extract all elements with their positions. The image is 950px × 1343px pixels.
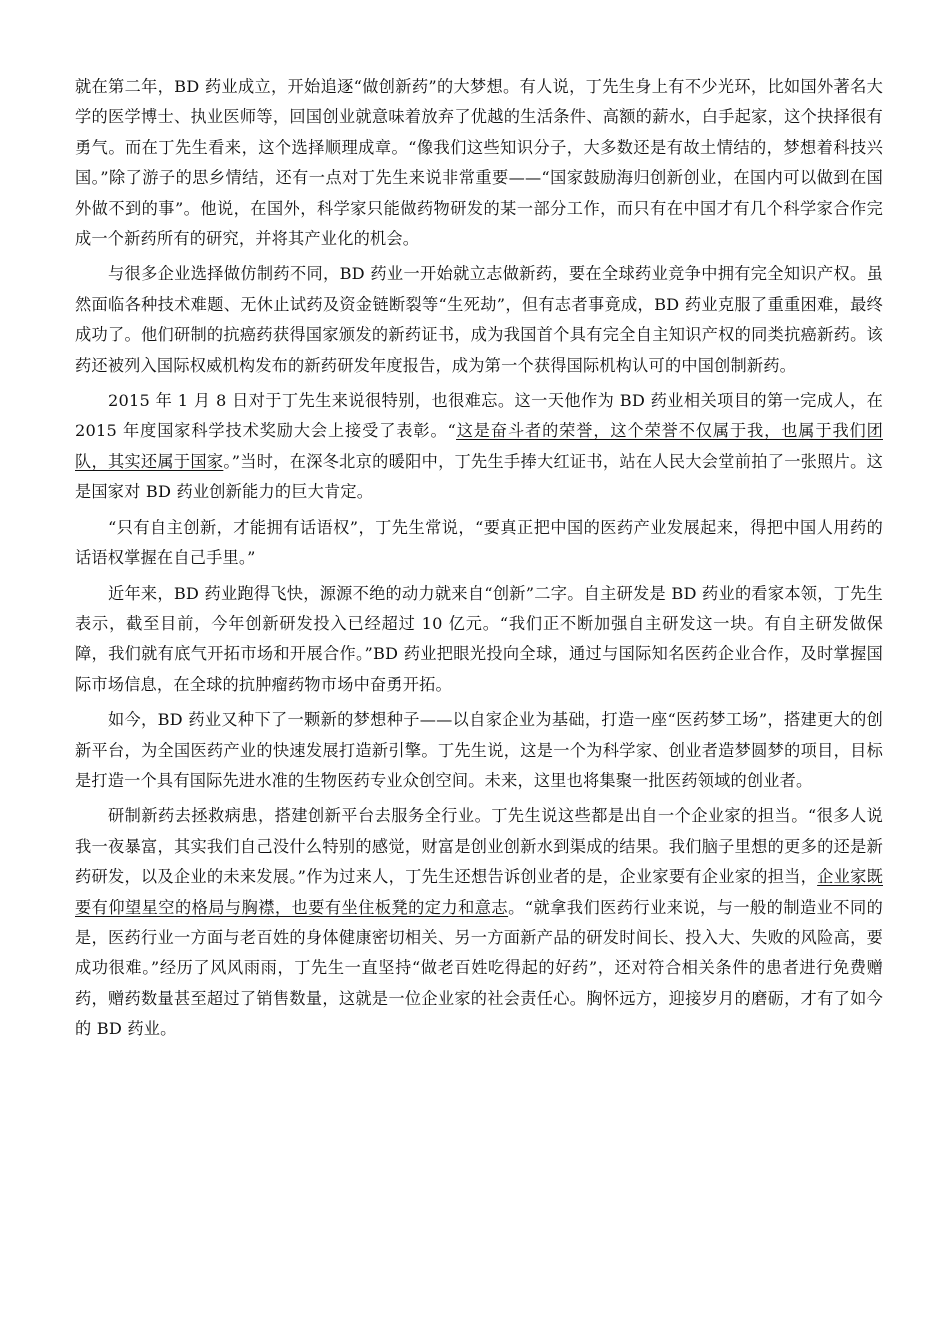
paragraph-2-text: 与很多企业选择做仿制药不同，BD 药业一开始就立志做新药，要在全球药业竞争中拥有完全知识产权。虽然面临各种技术难题、无休止试药及资金链断裂等“生死劫”，但有志者事竟成，BD 药业克服了重重困难，最终成功了。他们研制的抗癌药获得国家颁发的新药证书，成为我国首个具有完全自主知识产权的同类抗癌新药。该药还被列入国际权威机构发布的新药研发年度报告，成为第一个获得国际机构认可的中国创制新药。 bbox=[75, 264, 883, 375]
paragraph-7-underlined-sentence: 企业家既要有仰望星空的格局与胸襟，也要有坐住板凳的定力和意志 bbox=[75, 867, 883, 917]
paragraph-7-text-a: 研制新药去拯救病患，搭建创新平台去服务全行业。丁先生说这些都是出自一个企业家的担当。“很多人说我一夜暴富，其实我们自己没什么特别的感觉，财富是创业创新水到渠成的结果。我们脑子里想的更多的还是新药研发，以及企业的未来发展。”作为过来人，丁先生还想告诉创业者的是，企业家要有企业家的担当， bbox=[75, 806, 883, 887]
paragraph-6-text: 如今，BD 药业又种下了一颗新的梦想种子——以自家企业为基础，打造一座“医药梦工场”，搭建更大的创新平台，为全国医药产业的快速发展打造新引擎。丁先生说，这是一个为科学家、创业者造梦圆梦的项目，目标是打造一个具有国际先进水准的生物医药专业众创空间。未来，这里也将集聚一批医药领域的创业者。 bbox=[75, 710, 883, 790]
paragraph-4 bbox=[75, 513, 883, 574]
paragraph-3-text-b: 。”当时，在深冬北京的暖阳中，丁先生手捧大红证书，站在人民大会堂前拍了一张照片。这是国家对 BD 药业创新能力的巨大肯定。 bbox=[75, 451, 883, 502]
paragraph-1-text: 就在第二年，BD 药业成立，开始追逐“做创新药”的大梦想。有人说，丁先生身上有不少光环，比如国外著名大学的医学博士、执业医师等，回国创业就意味着放弃了优越的生活条件、高额的薪水，白手起家，这个抉择很有勇气。而在丁先生看来，这个选择顺理成章。“像我们这些知识分子，大多数还是有故土情结的，梦想着科技兴国。”除了游子的思乡情结，还有一点对丁先生来说非常重要——“国家鼓励海归创新创业，在国内可以做到在国外做不到的事”。他说，在国外，科学家只能做药物研发的某一部分工作，而只有在中国才有几个科学家合作完成一个新药所有的研究，并将其产业化的机会。 bbox=[75, 77, 883, 249]
paragraph-1 bbox=[75, 72, 883, 254]
paragraph-7-text-b: 。“就拿我们医药行业来说，与一般的制造业不同的是，医药行业一方面与老百姓的身体健康密切相关、另一方面新产品的研发时间长、投入大、失败的风险高，要成功很难。”经历了风风雨雨，丁先生一直坚持“做老百姓吃得起的好药”，还对符合相关条件的患者进行免费赠药，赠药数量甚至超过了销售数量，这就是一位企业家的社会责任心。胸怀远方，迎接岁月的磨砺，才有了如今的 BD 药业。 bbox=[75, 897, 883, 1039]
paragraph-2 bbox=[75, 259, 883, 381]
document-page bbox=[75, 72, 883, 1050]
paragraph-4-text: “只有自主创新，才能拥有话语权”，丁先生常说，“要真正把中国的医药产业发展起来，得把中国人用药的话语权掌握在自己手里。” bbox=[75, 517, 883, 568]
paragraph-3-text-a: 2015 年 1 月 8 日对于丁先生来说很特别，也很难忘。这一天他作为 BD 药业相关项目的第一完成人，在 2015 年度国家科学技术奖励大会上接受了表彰。“ bbox=[75, 391, 883, 441]
paragraph-5 bbox=[75, 579, 883, 701]
paragraph-7 bbox=[75, 801, 883, 1044]
paragraph-3-underlined-quote: 这是奋斗者的荣誉，这个荣誉不仅属于我，也属于我们团队，其实还属于国家 bbox=[75, 421, 883, 471]
paragraph-6 bbox=[75, 705, 883, 796]
paragraph-3 bbox=[75, 386, 883, 508]
paragraph-5-text: 近年来，BD 药业跑得飞快，源源不绝的动力就来自“创新”二字。自主研发是 BD 药业的看家本领，丁先生表示，截至目前，今年创新研发投入已经超过 10 亿元。“我们正不断加强自主研发这一块。有自主研发做保障，我们就有底气开拓市场和开展合作。”BD 药业把眼光投向全球，通过与国际知名医药企业合作，及时掌握国际市场信息，在全球的抗肿瘤药物市场中奋勇开拓。 bbox=[75, 583, 883, 694]
